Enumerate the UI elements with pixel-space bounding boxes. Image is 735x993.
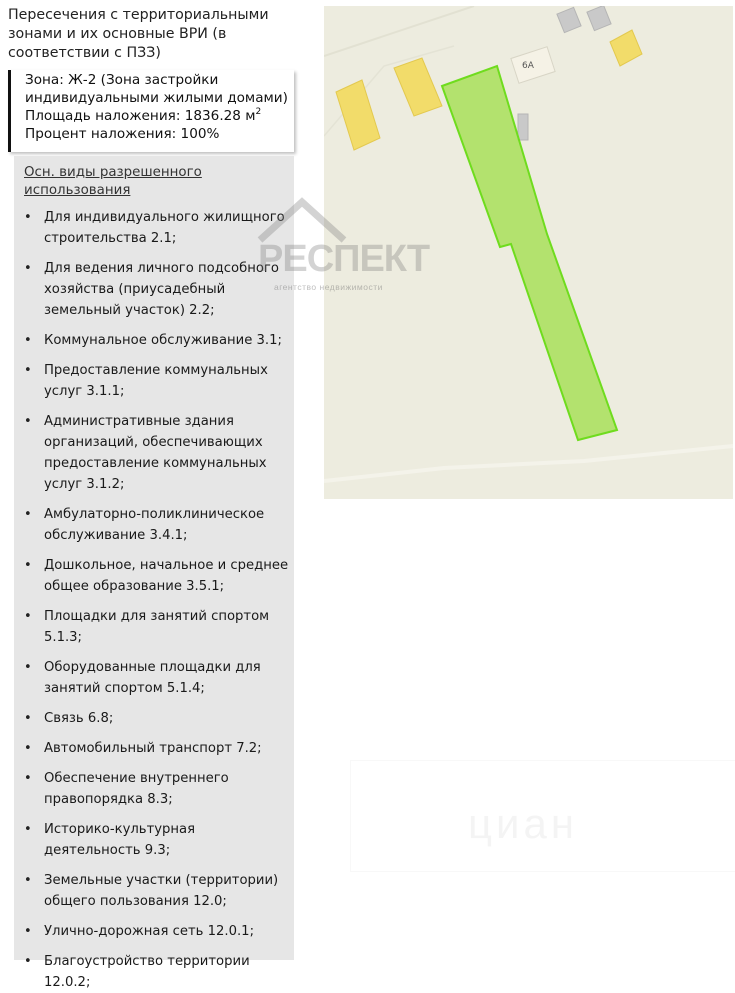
map-building-label: 6А xyxy=(522,61,534,71)
vri-item-text: Коммунальное обслуживание 3.1; xyxy=(44,333,282,348)
vri-list-item xyxy=(24,819,294,861)
vri-item-text: Автомобильный транспорт 7.2; xyxy=(44,741,262,756)
bullet-icon: • xyxy=(24,660,32,675)
bullet-icon: • xyxy=(24,210,32,225)
vri-list-item xyxy=(24,207,294,249)
bullet-icon: • xyxy=(24,261,32,276)
vri-item-text: Административные здания организаций, обеспечивающих предоставление коммунальных услуг 3.1.2; xyxy=(44,414,267,492)
bullet-icon: • xyxy=(24,924,32,939)
bullet-icon: • xyxy=(24,414,32,429)
vri-list-item xyxy=(24,921,294,942)
watermark-subtitle: агентство недвижимости xyxy=(274,282,383,292)
vri-list-item xyxy=(24,411,294,495)
zone-info-card xyxy=(8,70,294,152)
bullet-icon: • xyxy=(24,333,32,348)
overlap-percent: Процент наложения: 100% xyxy=(25,126,220,142)
vri-item-text: Улично-дорожная сеть 12.0.1; xyxy=(44,924,255,939)
vri-item-text: Земельные участки (территории) общего пользования 12.0; xyxy=(44,873,279,909)
vri-item-text: Для индивидуального жилищного строительства 2.1; xyxy=(44,210,285,246)
vri-list-item xyxy=(24,657,294,699)
vri-list-item xyxy=(24,258,294,321)
vri-list-item xyxy=(24,360,294,402)
overlap-area-text: Площадь наложения: 1836.28 м xyxy=(25,108,256,124)
vri-list xyxy=(24,207,294,993)
section-title: Пересечения с территориальными зонами и их основные ВРИ (в соответствии с ПЗЗ) xyxy=(8,7,269,61)
map-canvas[interactable] xyxy=(324,6,733,499)
vri-item-text: Дошкольное, начальное и среднее общее образование 3.5.1; xyxy=(44,558,289,594)
vri-list-item xyxy=(24,870,294,912)
vri-list-item xyxy=(24,504,294,546)
vri-heading-link[interactable]: Осн. виды разрешенного использования xyxy=(24,165,202,198)
bullet-icon: • xyxy=(24,954,32,969)
vri-item-text: Для ведения личного подсобного хозяйства (приусадебный земельный участок) 2.2; xyxy=(44,261,279,318)
bullet-icon: • xyxy=(24,507,32,522)
ghost-watermark-text: циан xyxy=(468,800,579,847)
map-view[interactable] xyxy=(324,6,733,499)
vri-item-text: Амбулаторно-поликлиническое обслуживание 3.4.1; xyxy=(44,507,265,543)
vri-item-text: Предоставление коммунальных услуг 3.1.1; xyxy=(44,363,268,399)
bullet-icon: • xyxy=(24,741,32,756)
vri-list-item xyxy=(24,330,294,351)
vri-item-text: Оборудованные площадки для занятий спортом 5.1.4; xyxy=(44,660,261,696)
vri-panel xyxy=(14,156,294,990)
vri-list-item xyxy=(24,768,294,810)
bullet-icon: • xyxy=(24,822,32,837)
vri-list-item xyxy=(24,951,294,993)
vri-list-item xyxy=(24,708,294,729)
bullet-icon: • xyxy=(24,558,32,573)
bullet-icon: • xyxy=(24,771,32,786)
vri-item-text: Историко-культурная деятельность 9.3; xyxy=(44,822,196,858)
vri-item-text: Связь 6.8; xyxy=(44,711,114,726)
map-building-gray xyxy=(518,114,528,140)
vri-list-item xyxy=(24,738,294,759)
bullet-icon: • xyxy=(24,873,32,888)
vri-item-text: Обеспечение внутреннего правопорядка 8.3; xyxy=(44,771,229,807)
watermark-title: РЕСПЕКТ xyxy=(258,238,430,280)
bullet-icon: • xyxy=(24,609,32,624)
vri-item-text: Благоустройство территории 12.0.2; xyxy=(44,954,250,990)
zone-name: Зона: Ж-2 (Зона застройки xyxy=(25,72,219,88)
overlap-area-unit-sup: 2 xyxy=(255,107,262,117)
bullet-icon: • xyxy=(24,363,32,378)
left-panel xyxy=(0,0,300,990)
overlap-area xyxy=(25,107,294,125)
vri-list-item xyxy=(24,555,294,597)
vri-list-item xyxy=(24,606,294,648)
zone-name-continued: индивидуальными жилыми домами) xyxy=(25,90,288,106)
vri-item-text: Площадки для занятий спортом 5.1.3; xyxy=(44,609,270,645)
bullet-icon: • xyxy=(24,711,32,726)
